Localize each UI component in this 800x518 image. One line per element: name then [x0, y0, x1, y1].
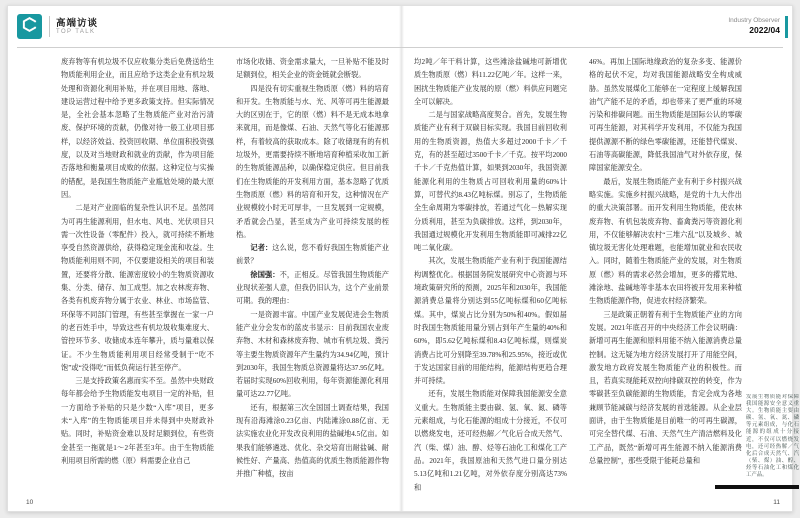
hexagon-logo-icon: [22, 17, 37, 37]
paragraph: 46%。再加上国际地缘政治的复杂多变、能源价格的起伏不定，均对我国能源战略安全构成威胁。虽然发展煤化工能够在一定程度上缓解我国油气产能不足的矛盾，却也带来了更严重的环境污染和排碳问题。而生物质能是国际公认的零碳可再生能源，对其科学开发利用，不仅能为我国提供源源不断的绿色零碳能源，还能替代煤炭、石油等高碳能源，降低我国油气对外依存度，保障国家能源安全。: [589, 58, 742, 173]
brand-divider: [49, 16, 50, 37]
paragraph: 其次，发展生物质能产业有利于我国能源结构调整优化。根据国务院发展研究中心资源与环境政策研究所的预测，2025年和2030年，我国能源消费总量将分别达到55亿吨标煤和60亿吨标煤。其中，煤炭占比分别为50%和40%。假如届时我国生物质能用量分别占到年产生量的40%和60%，即5.62亿吨标煤和8.43亿吨标煤，则煤炭消费占比可分别降至39.78%和25.95%，接近或优于发达国家目前的用能结构，能源结构更趋合理并可持续。: [414, 257, 567, 386]
paragraph: 徐国强：不，正相反。尽管我国生物质能产业现状差强人意，但我仍旧认为，这个产业前景可期。我的理由：: [236, 270, 389, 306]
text-column-1: [61, 56, 214, 509]
paragraph: 还有，根据第三次全国国土调查结果，我国现有沿海滩涂0.23亿亩、内陆滩涂0.88亿亩、无法实施农业化开发改良利用的盐碱地4.5亿亩。如果我们能够遴选、优化、杂交培育出耐盐碱、耐候性好、产量高、热值高的优质生物质能源作物并推广种植，按亩: [236, 403, 389, 479]
paragraph: 最后，发展生物质能产业有利于乡村振兴战略实施。实施乡村振兴战略，是党的十九大作出的重大决策部署。而开发利用生物质能，使农林废弃物、有机包装废弃物、畜禽粪污等资源化利用，不仅能够解决农村“三堆六乱”以及城乡、城镇垃圾无害化处理难题，也能增加就业和农民收入。同时，随着生物质能产业的发展，对生物质原（燃）料的需求必然会增加，更多的撂荒地、滩涂地、盐碱地等非基本农田将被开发用来种植生物质能源作物，促进农村经济繁荣。: [589, 177, 742, 306]
brand-logo: [17, 14, 42, 39]
text-column-3: [414, 56, 567, 509]
text-column-4: [589, 56, 742, 509]
page-number-right: 11: [773, 499, 780, 506]
header-divider: [17, 47, 783, 48]
issue-block: [728, 17, 780, 35]
text-column-2: [236, 56, 389, 509]
spread-pages: [7, 5, 799, 512]
speaker-label: 徐国强：: [250, 270, 280, 279]
section-title: 高端访谈: [56, 18, 99, 29]
section-subtitle: TOP TALK: [56, 29, 96, 35]
paragraph: 一是资源丰富。中国产业发展促进会生物质能产业分会发布的蓝皮书显示：目前我国农业废弃物、木材和森林废弃物、城市有机垃圾、粪污等主要生物质资源年产生量约为34.94亿吨，预计到2030年，我国生物质总资源量将达37.95亿吨。若届时实现60%回收利用，每年资源能源化利用量可达22.77亿吨。: [236, 310, 389, 399]
paragraph: 三是政策正朝着有利于生物质能产业的方向发展。2021年底召开的中央经济工作会议明确：新增可再生能源和原料用能不纳入能源消费总量控制。这无疑为地方经济发展打开了用能空间，激发地方政府发展生物质能产业的积极性。而且，若真实现能耗双控向排碳双控的转变，作为零碳甚至负碳能源的生物质能，肯定会成为各地兼顾节能减碳与经济发展的首选能源。从企业层面讲，由于生物质能是目前唯一的可再生碳源，可完全替代煤、石油、天然气生产清洁燃料及化工产品，既然“新增可再生能源不纳入能源消费总量控制”，那些受限于能耗总量和: [589, 310, 742, 465]
paragraph: 记者：这么说，您不看好我国生物质能产业前景？: [236, 244, 389, 266]
paragraph: 四是没有切实重视生物质原（燃）料的培育和开发。生物质能与水、光、风等可再生能源最大的区别在于，它的原（燃）料不是无成本地拿来就用，而是像煤、石油、天然气等化石能源那样，有着较高的获取成本。除了收储现有的有机垃圾外，更需要持续不断地培育种植采收加工新的生物质能源品种，以确保稳定供应。但目前我们在生物质能的开发利用方面，基本忽略了优质生物质原（燃）料的培育和开发，这种情况在产业规模较小时无可厚非，一旦发展到一定规模，矛盾就会凸显，甚至成为产业可持续发展的桎梏。: [236, 84, 389, 239]
pull-quote: 发展生物质能对保障我国能源安全意义重大。生物质能主要由碳、氢、氧、氮、磷等元素组成，与化石能源的组成十分接近，不仅可以燃烧发电，还可经热解／气化后合成天然气、汽（柴、煤）油、醇、烃等石油化工和煤化工产品。: [746, 394, 799, 479]
accent-bar: [785, 16, 788, 38]
paragraph: 二是与国家战略高度契合。首先，发展生物质能产业有利于双碳目标实现。我国目前回收利用的生物质资源，热值大多超过2000千卡／千克，有的甚至超过3500千卡／千克。按平均2000千卡／千克热值计算，如果到2030年，我国资源能源化利用的生物质占可回收利用量的60%计算，可替代约8.43亿吨标煤。别忘了，生物质能全生命周期为零碳排放，若通过气化－热解实现分质利用，甚至为负碳排放。这样，到2030年，我国通过规模化开发利用生物质能即可减排22亿吨二氧化碳。: [414, 111, 567, 253]
paragraph: 还有，发展生物质能对保障我国能源安全意义重大。生物质能主要由碳、氢、氧、氮、磷等元素组成，与化石能源的组成十分接近，不仅可以燃烧发电，还可经热解／气化后合成天然气、汽（柴、煤）油、醇、烃等石油化工和煤化工产品。2021年，我国原油和天然气进口量分别达5.13亿吨和1.21亿吨，对外依存度分别高达73%和: [414, 390, 567, 492]
issue-number: 2022/04: [749, 25, 780, 35]
paragraph: 二是对产业面临的复杂性认识不足。虽然同为可再生能源利用，但水电、风电、光伏项目只需一次性设备（零配件）投入，就可持续不断地享受自然资源供给，获得稳定现金流和收益。生物质能利用则不同，不仅要建设相关的项目和装置，还要将分散、能源密度较小的生物质资源收集、分类、储存、加工成型。加之农林废弃物、各类有机废弃物分属于农业、林业、市场监管、环保等不同部门管理，有些甚至掌握在一家一户的老百姓手中，导致这些有机垃圾收集难度大、管控环节多、收储成本连年攀升，质与量难以保证。不少生物质能利用项目经常受制于“吃不饱”或“没得吃”而低负荷运行甚至停产。: [61, 204, 214, 372]
paragraph: 市场化收储、资金需求量大，一旦补贴不能及时足额到位，相关企业的资金链就会断裂。: [236, 58, 389, 80]
pull-quote-underline: [715, 485, 799, 489]
page-fold: [399, 6, 404, 511]
paragraph: 三是支持政策名惠而实不至。虽然中央财政每年都会给予生物质能发电项目一定的补贴，但一方面给予补贴的只是少数“入库”项目，更多未“入库”的生物质能项目并未得到中央财政补贴。同时，补贴资金难以及时足额到位，有些资金甚至一拖就是1～2年甚至3年。由于生物质能利用项目所需的燃（原）料需要企业自己: [61, 377, 214, 465]
paragraph: 均2吨／年干料计算，这些滩涂盐碱地可新增优质生物质原（燃）料11.22亿吨／年。这样一来，困扰生物质能产业发展的原（燃）料供应问题完全可以解决。: [414, 58, 567, 106]
page-number-left: 10: [26, 499, 34, 506]
magazine-name: Industry Observer: [728, 17, 780, 24]
speaker-label: 记者：: [250, 244, 273, 253]
paragraph: 废弃物等有机垃圾不仅应收集分类后免费送给生物质能利用企业，而且应给予这类企业有机垃圾处理和资源化利用补贴，并在项目用地、落地、建设运营过程中给予更多政策支持。但实际情况是，全社会基本忽略了生物质能产业对治污清废、保护环境的贡献，仍像对待一般工业项目那样，以经济效益、投资回收期、单位面积投资强度，以及对当地财政和就业的贡献，作为项目能否落地和衡量项目成败的依据。这种定位与实操的错配，是我国生物质能产业尴尬处境的最大原因。: [61, 58, 214, 199]
